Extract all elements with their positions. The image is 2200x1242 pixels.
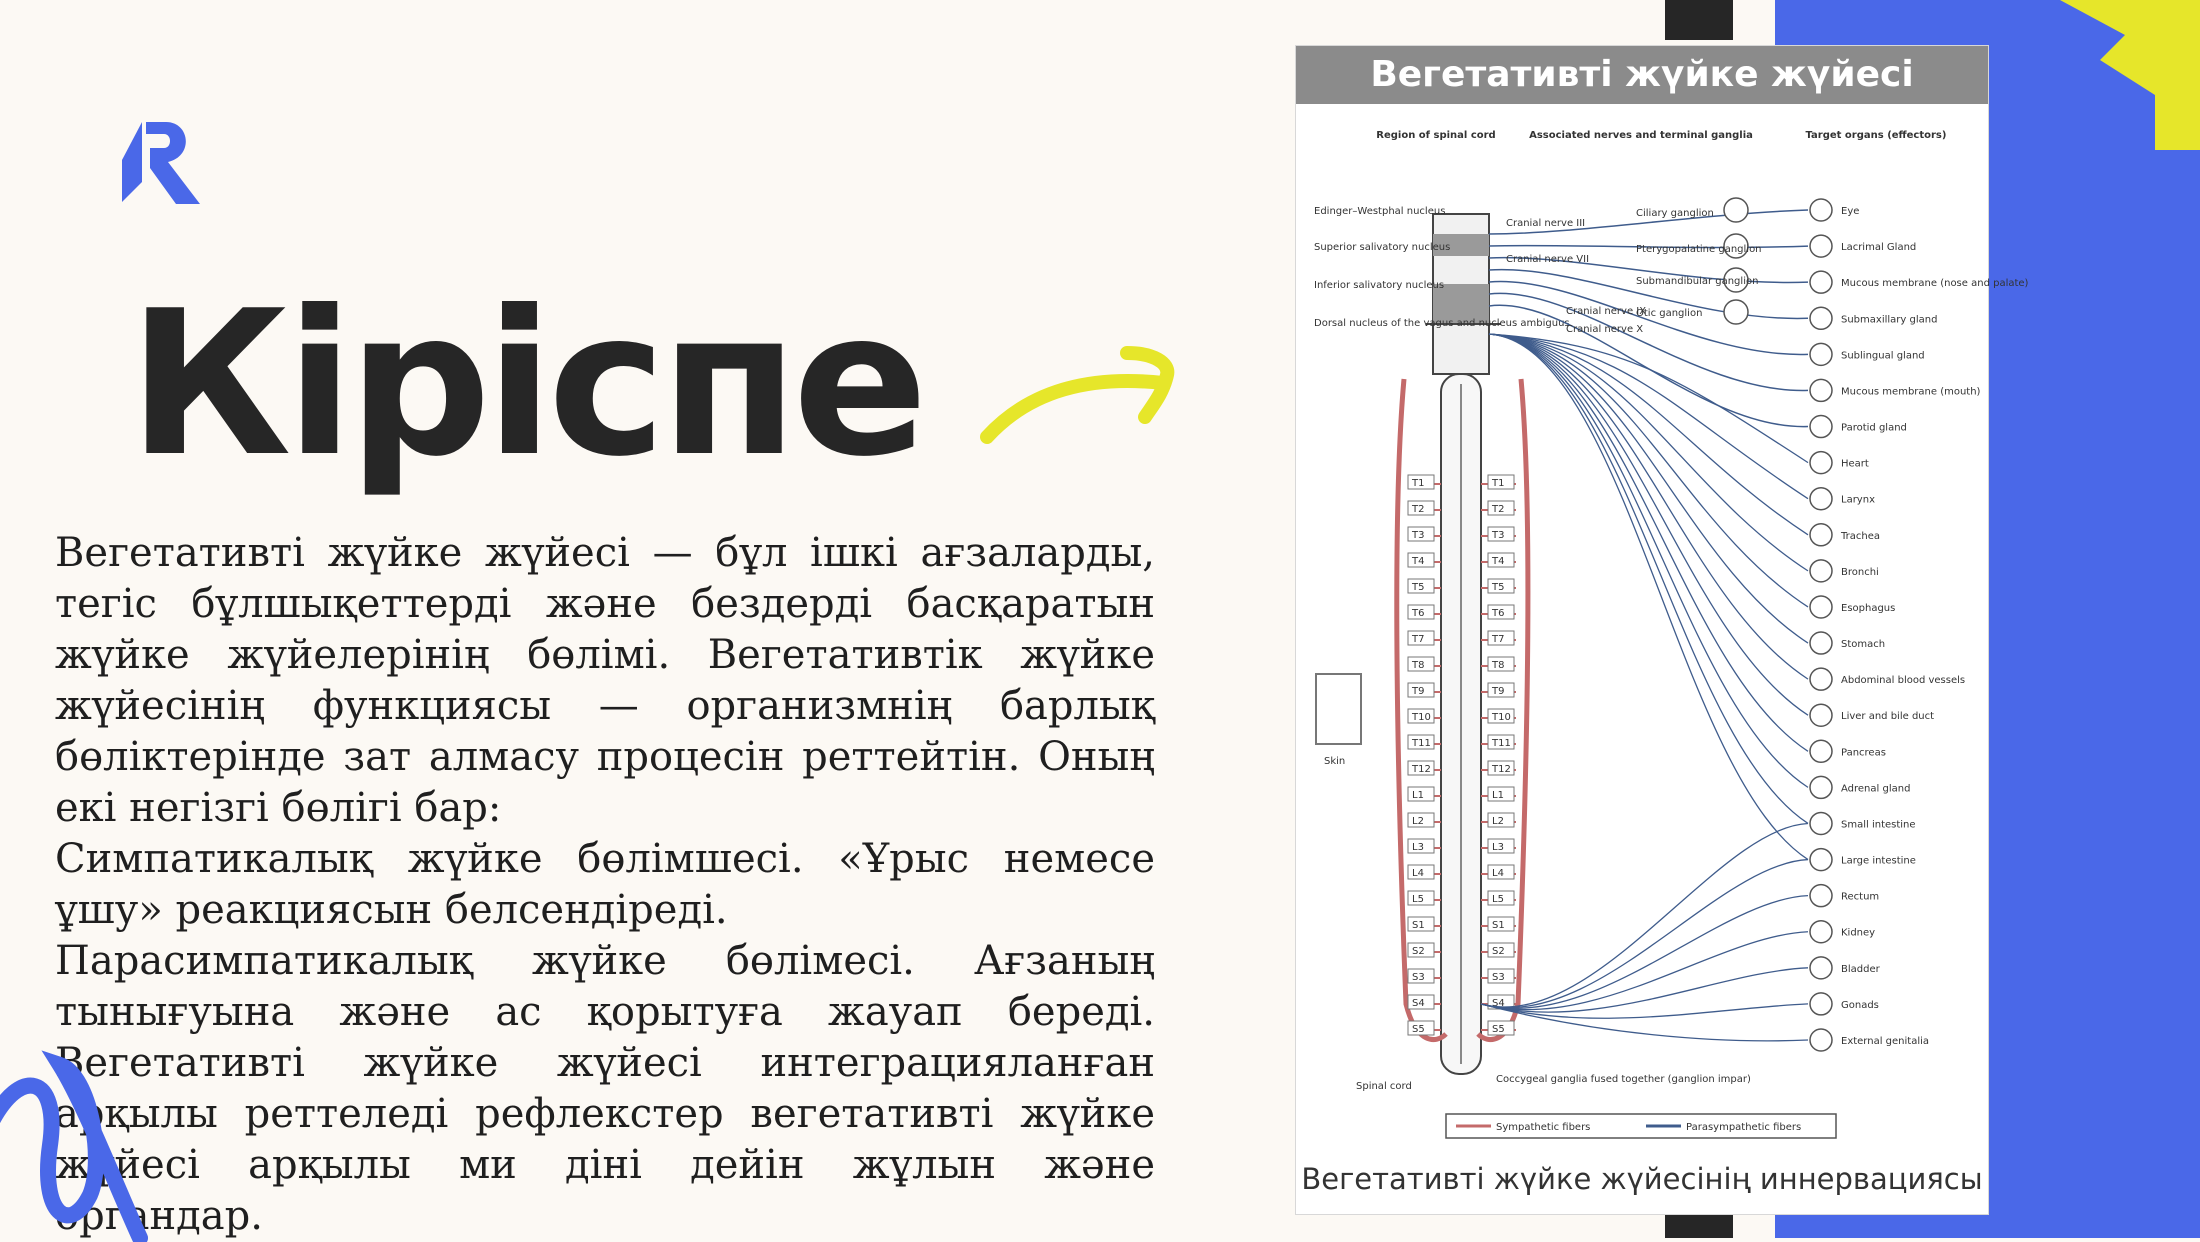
segment-label-left: T12 (1412, 764, 1431, 775)
target-organ-label: Heart (1841, 458, 1869, 470)
target-organ-icon (1810, 524, 1832, 546)
ganglion-label-ciliary: Ciliary ganglion (1636, 208, 1714, 219)
segment-label-right: L5 (1492, 894, 1504, 905)
segment-label-left: T2 (1412, 504, 1425, 515)
target-organ-icon (1810, 416, 1832, 438)
target-organ-label: Mucous membrane (mouth) (1841, 386, 1981, 398)
legend-sympathetic: Sympathetic fibers (1496, 1122, 1591, 1133)
vagus-fiber (1489, 334, 1808, 823)
target-organ-label: Sublingual gland (1841, 350, 1925, 362)
segment-label-right: T10 (1492, 712, 1511, 723)
skin-label: Skin (1324, 756, 1346, 767)
segment-label-right: S5 (1492, 1024, 1505, 1035)
target-organ-icon (1810, 776, 1832, 798)
ganglion-label-pterygopalatine: Pterygopalatine ganglion (1636, 244, 1762, 255)
target-organ-label: Stomach (1841, 639, 1886, 651)
target-organ-icon (1810, 849, 1832, 871)
innervation-diagram (1296, 104, 2029, 1144)
target-organ-icon (1810, 957, 1832, 979)
r-logo-icon (120, 120, 202, 210)
ans-innervation-figure (1295, 45, 2029, 1215)
target-organ-label: Liver and bile duct (1841, 711, 1935, 723)
nerve-label-cn9: Cranial nerve IX (1566, 306, 1647, 317)
segment-label-left: S3 (1412, 972, 1425, 983)
segment-label-right: T5 (1492, 582, 1505, 593)
ganglion-icon (1724, 198, 1748, 222)
target-organ-icon (1810, 560, 1832, 582)
vagus-fiber (1489, 334, 1808, 643)
nerve-label-cn3: Cranial nerve III (1506, 218, 1586, 229)
segment-label-left: S2 (1412, 946, 1425, 957)
target-organ-label: Mucous membrane (nose and palate) (1841, 278, 2029, 290)
segment-label-left: T7 (1412, 634, 1425, 645)
segment-label-left: T6 (1412, 608, 1425, 619)
segment-label-right: S1 (1492, 920, 1505, 931)
intro-paragraph-3: Парасимпатикалық жүйке бөлімесі. Ағзаның тынығуына және ас қорытуға жауап береді. Вегетативті жүйке жүйесі интеграцияланған арқылы реттеледі рефлекстер вегетативті жүйке жүйесі арқылы ми діні дейін жұлын және органдар. (55, 938, 1155, 1239)
target-organ-label: Lacrimal Gland (1841, 242, 1917, 254)
page-title: Кіріспе (128, 268, 923, 501)
segment-label-left: L5 (1412, 894, 1424, 905)
segment-label-left: T9 (1412, 686, 1425, 697)
target-organ-icon (1810, 307, 1832, 329)
target-organ-label: Parotid gland (1841, 422, 1907, 434)
segment-label-right: L2 (1492, 816, 1504, 827)
column-header-region: Region of spinal cord (1376, 130, 1496, 141)
target-organ-label: Esophagus (1841, 602, 1896, 614)
target-organ-label: Submaxillary gland (1841, 314, 1938, 326)
figure-caption: Вегетативті жүйке жүйесінің иннервациясы (1301, 1162, 1983, 1196)
skin-icon (1316, 674, 1361, 744)
coccygeal-label: Coccygeal ganglia fused together (ganglion impar) (1496, 1074, 1751, 1085)
segment-label-right: T8 (1492, 660, 1505, 671)
target-organ-label: Small intestine (1841, 819, 1916, 831)
segment-label-right: L1 (1492, 790, 1504, 801)
column-header-nerves: Associated nerves and terminal ganglia (1529, 130, 1753, 141)
segment-label-right: T6 (1492, 608, 1505, 619)
segment-label-right: T2 (1492, 504, 1505, 515)
segment-label-left: T8 (1412, 660, 1425, 671)
vagus-fiber (1489, 334, 1808, 535)
vagus-fiber (1489, 334, 1808, 787)
target-organ-label: Abdominal blood vessels (1841, 675, 1966, 687)
ganglion-label-submandibular: Submandibular ganglion (1636, 276, 1759, 287)
nucleus-label-superior-salivatory: Superior salivatory nucleus (1314, 242, 1451, 253)
nucleus-label-edinger-westphal: Edinger–Westphal nucleus (1314, 206, 1446, 217)
yellow-star-shape (2040, 0, 2200, 155)
target-organ-icon (1810, 704, 1832, 726)
target-organ-icon (1810, 993, 1832, 1015)
target-organ-icon (1810, 596, 1832, 618)
segment-label-left: S5 (1412, 1024, 1425, 1035)
target-organ-icon (1810, 885, 1832, 907)
target-organ-icon (1810, 921, 1832, 943)
curved-arrow-icon (975, 335, 1180, 450)
target-organ-icon (1810, 343, 1832, 365)
segment-label-right: T3 (1492, 530, 1505, 541)
nucleus-label-inferior-salivatory: Inferior salivatory nucleus (1314, 280, 1445, 291)
sacral-fiber (1481, 823, 1808, 1006)
segment-label-left: L4 (1412, 868, 1424, 879)
segment-label-right: T7 (1492, 634, 1505, 645)
sacral-fiber (1481, 896, 1808, 1009)
intro-paragraph-2: Симпатикалық жүйке бөлімшесі. «Ұрыс немесе ұшу» реакциясын белсендіреді. (55, 836, 1155, 933)
segment-label-left: S1 (1412, 920, 1425, 931)
column-header-targets: Target organs (effectors) (1805, 130, 1947, 141)
segment-label-left: T10 (1412, 712, 1431, 723)
target-organ-label: Bronchi (1841, 566, 1879, 578)
target-organ-icon (1810, 740, 1832, 762)
blue-squiggle-shape (0, 1045, 160, 1238)
target-organ-icon (1810, 632, 1832, 654)
target-organ-icon (1810, 379, 1832, 401)
segment-label-left: T3 (1412, 530, 1425, 541)
vagus-fiber (1489, 334, 1808, 860)
segment-label-right: T1 (1492, 478, 1505, 489)
segment-label-right: S2 (1492, 946, 1505, 957)
segment-label-right: T11 (1492, 738, 1511, 749)
target-organ-icon (1810, 199, 1832, 221)
dark-strip-bottom (1665, 1212, 1733, 1238)
vagus-fiber (1489, 334, 1808, 607)
target-organ-icon (1810, 668, 1832, 690)
target-organ-label: Pancreas (1841, 747, 1886, 759)
target-organ-label: Bladder (1841, 963, 1880, 975)
target-organ-icon (1810, 452, 1832, 474)
nerve-label-cn7: Cranial nerve VII (1506, 254, 1590, 265)
nucleus-label-dorsal-vagus: Dorsal nucleus of the vagus and nucleus ambiguus (1314, 318, 1570, 329)
segment-label-right: L3 (1492, 842, 1504, 853)
intro-text (55, 528, 1155, 1242)
segment-label-left: L3 (1412, 842, 1424, 853)
segment-label-left: T4 (1412, 556, 1425, 567)
target-organ-label: Trachea (1841, 530, 1880, 542)
target-organ-label: Large intestine (1841, 855, 1916, 867)
vagus-fiber (1489, 334, 1808, 751)
vagus-fiber (1489, 334, 1808, 715)
segment-label-right: S4 (1492, 998, 1505, 1009)
target-organ-icon (1810, 812, 1832, 834)
segment-label-right: T9 (1492, 686, 1505, 697)
nerve-label-cn10: Cranial nerve X (1566, 324, 1644, 335)
target-organ-label: Larynx (1841, 494, 1875, 506)
intro-paragraph-1: Вегетативті жүйке жүйесі — бұл ішкі ағзаларды, тегіс бұлшықеттерді және бездерді басқаратын жүйке жүйелерінің бөлімі. Вегетативтік жүйке жүйесінің функциясы — организмнің барлық бөліктерінде зат алмасу процесін реттейтін. Оның екі негізгі бөлігі бар: (55, 530, 1155, 831)
ganglion-icon (1724, 300, 1748, 324)
sacral-fiber (1481, 932, 1808, 1010)
segment-label-left: T5 (1412, 582, 1425, 593)
target-organ-label: Adrenal gland (1841, 783, 1911, 795)
segment-label-left: L1 (1412, 790, 1424, 801)
ganglion-label-otic: Otic ganglion (1636, 308, 1703, 319)
segment-label-left: T1 (1412, 478, 1425, 489)
target-organ-icon (1810, 488, 1832, 510)
target-organ-label: Kidney (1841, 927, 1876, 939)
figure-header: Вегетативті жүйке жүйесі (1296, 46, 1988, 104)
spinal-cord-label: Spinal cord (1356, 1081, 1412, 1092)
legend-parasympathetic: Parasympathetic fibers (1686, 1122, 1802, 1133)
target-organ-icon (1810, 271, 1832, 293)
segment-label-left: T11 (1412, 738, 1431, 749)
dark-strip-top (1665, 0, 1733, 40)
segment-label-right: T12 (1492, 764, 1511, 775)
target-organ-label: Rectum (1841, 891, 1880, 903)
target-organ-label: Gonads (1841, 999, 1879, 1011)
segment-label-right: S3 (1492, 972, 1505, 983)
segment-label-right: T4 (1492, 556, 1505, 567)
segment-label-right: L4 (1492, 868, 1504, 879)
target-organ-label: Eye (1841, 206, 1860, 217)
target-organ-icon (1810, 235, 1832, 257)
segment-label-left: S4 (1412, 998, 1425, 1009)
segment-label-left: L2 (1412, 816, 1424, 827)
target-organ-label: External genitalia (1841, 1036, 1930, 1047)
target-organ-icon (1810, 1029, 1832, 1051)
